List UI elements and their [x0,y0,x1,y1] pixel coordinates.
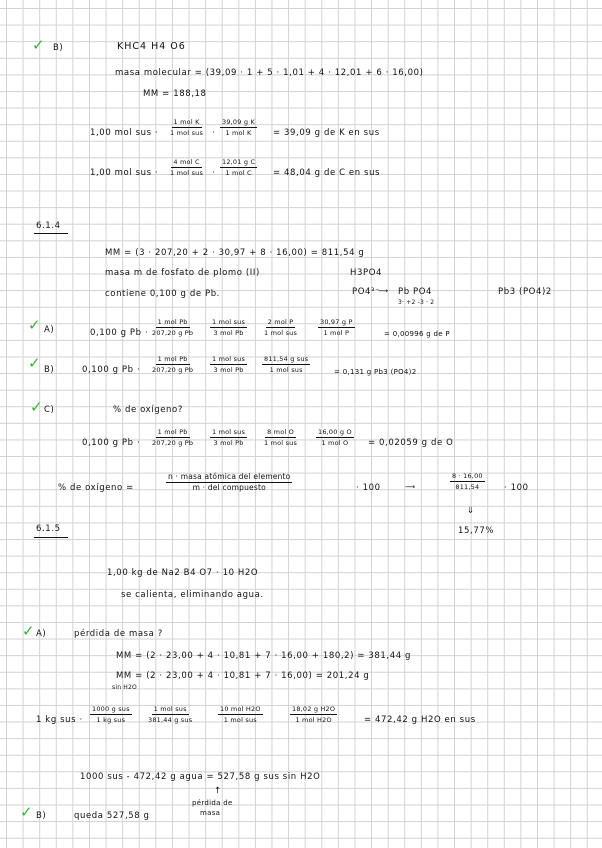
denominator: 1 mol sus [170,129,204,137]
numerator: 12,01 g C [222,158,256,166]
denominator: 1 mol sus [269,366,303,374]
denominator: 1 mol sus [264,329,298,337]
fraction [262,318,299,337]
numerator: 4 mol C [173,158,200,166]
phosphate-ion: PO4³⁻ [352,287,381,297]
fraction [150,355,195,374]
result-k: = 39,09 g de K en sus [273,128,380,138]
fraction [218,705,263,724]
check-icon: ✓ [20,803,33,821]
section-title-6-1-5: 6.1.5 [36,524,61,534]
fraction [316,428,354,447]
borax-heated: se calienta, eliminando agua. [121,590,264,600]
denominator: 1 mol H2O [295,716,332,724]
result-c: = 48,04 g de C en sus [273,168,381,178]
numerator: 1 mol Pb [157,428,188,436]
conversion-start: 1 kg sus · [36,715,83,725]
denominator: 1 mol O [321,439,349,447]
denominator: 3 mol Pb [213,366,244,374]
numerator: 10 mol H2O [220,705,261,713]
molecular-mass-expression: masa molecular = (39,09 · 1 + 5 · 1,01 + 4 · 12,01 + 6 · 16,00) [115,68,424,78]
fosfato-line: masa m de fosfato de plomo (II) [105,268,260,278]
times-100: · 100 [356,483,381,493]
numerator: 1 mol Pb [157,355,188,363]
numerator: n · masa atómica del elemento [168,472,291,481]
fraction [220,158,257,177]
part-b-label: B) [44,365,55,375]
fraction [166,473,292,492]
borax-intro: 1,00 kg de Na2 B4 O7 · 10 H2O [107,568,259,578]
check-icon: ✓ [28,354,41,372]
fraction [90,705,132,724]
mass-loss-note: pérdida de [192,799,233,807]
denominator: 207,20 g Pb [152,439,194,447]
question-oxygen: % de oxígeno? [113,405,183,415]
arrow-down-icon: ⇓ [467,506,475,516]
numerator: 39,09 g K [222,118,255,126]
h3po4: H3PO4 [350,268,383,278]
check-icon: ✓ [32,36,45,54]
title-underline [34,233,68,234]
denominator: 1 mol K [225,129,252,137]
denominator: 381,44 g sus [148,716,193,724]
fraction [168,158,205,177]
molar-mass-anhydrous: MM = (2 · 23,00 + 4 · 10,81 + 7 · 16,00) = 201,24 g [116,671,370,681]
fraction [146,705,194,724]
numerator: 1 mol sus [153,705,187,713]
conversion-start: 0,100 g Pb · [82,365,141,375]
contiene-line: contiene 0,100 g de Pb. [105,289,220,299]
check-icon: ✓ [28,316,41,334]
denominator: 1 mol sus [264,439,298,447]
formula-khc4h4o6: KHC4 H4 O6 [117,41,186,52]
denominator: 207,20 g Pb [152,366,194,374]
part-a-label: A) [36,629,47,639]
title-underline [34,537,68,538]
pb3po42-formula: Pb3 (PO4)2 [498,287,552,297]
fraction [290,705,337,724]
fraction [262,428,299,447]
charges-note: 3· +2 -3 · 2 [398,299,435,306]
section-title-6-1-4: 6.1.4 [36,221,61,231]
denominator: 3 mol Pb [213,329,244,337]
denominator: 207,20 g Pb [152,329,194,337]
fraction [450,472,485,491]
check-icon: ✓ [22,622,35,640]
arrow-up-icon: ↑ [214,786,222,796]
numerator: 8 mol O [267,428,294,436]
conversion-start: 1,00 mol sus · [90,128,159,138]
mass-loss-note: masa [200,809,221,817]
fraction [210,318,247,337]
fraction [150,428,195,447]
subtraction-line: 1000 sus - 472,42 g agua = 527,58 g sus sin H2O [80,772,321,782]
arrow-icon: ⟶ [405,483,416,491]
numerator: 1 mol Pb [157,318,188,326]
numerator: 8 · 16,00 [452,472,483,480]
numerator: 1000 g sus [92,705,130,713]
question-mass-loss: pérdida de masa ? [74,629,163,639]
part-c-label: C) [44,405,55,415]
check-icon: ✓ [30,398,43,416]
result-h2o: = 472,42 g H2O en sus [364,715,476,725]
denominator: 1 mol sus [170,169,204,177]
numerator: 1 mol K [173,118,200,126]
remaining-mass: queda 527,58 g [74,811,150,821]
anhydrous-note: sin H2O [112,684,137,691]
denominator: 1 kg sus [96,716,126,724]
part-a-label: A) [44,325,55,335]
denominator: m · del compuesto [192,483,266,492]
molar-mass-pb3po42: MM = (3 · 207,20 + 2 · 30,97 + 8 · 16,00) = 811,54 g [105,248,365,258]
molar-mass-result: MM = 188,18 [143,89,207,99]
conversion-start: 0,100 g Pb · [82,438,141,448]
arrow-icon: ⟶ [378,287,389,295]
result-p: = 0,00996 g de P [384,330,450,338]
fraction [150,318,195,337]
numerator: 1 mol sus [212,318,246,326]
result-pb3po42: = 0,131 g Pb3 (PO4)2 [334,368,417,376]
result-o: = 0,02059 g de O [368,438,454,448]
fraction [210,428,247,447]
part-b-label: B) [53,43,64,53]
fraction [318,318,355,337]
molar-mass-hydrated: MM = (2 · 23,00 + 4 · 10,81 + 7 · 16,00 + 180,2) = 381,44 g [116,651,412,661]
pbpo4: Pb PO4 [398,287,433,297]
numerator: 18,02 g H2O [292,705,336,713]
numerator: 30,97 g P [320,318,353,326]
fraction [168,118,205,137]
fraction [220,118,257,137]
fraction [210,355,247,374]
denominator: 811,54 [455,483,480,491]
numerator: 1 mol sus [212,355,246,363]
denominator: 1 mol P [323,329,350,337]
conversion-start: 0,100 g Pb · [90,328,149,338]
numerator: 1 mol sus [212,428,246,436]
denominator: 1 mol C [225,169,252,177]
numerator: 811,54 g sus [264,355,309,363]
percent-oxygen-label: % de oxígeno = [58,483,134,493]
denominator: 1 mol sus [223,716,257,724]
percent-result: 15,77% [458,526,495,536]
fraction [262,355,310,374]
numerator: 16,00 g O [318,428,352,436]
times-100: · 100 [504,483,529,493]
numerator: 2 mol P [267,318,294,326]
denominator: 3 mol Pb [213,439,244,447]
conversion-start: 1,00 mol sus · [90,168,159,178]
part-b-label: B) [36,811,47,821]
